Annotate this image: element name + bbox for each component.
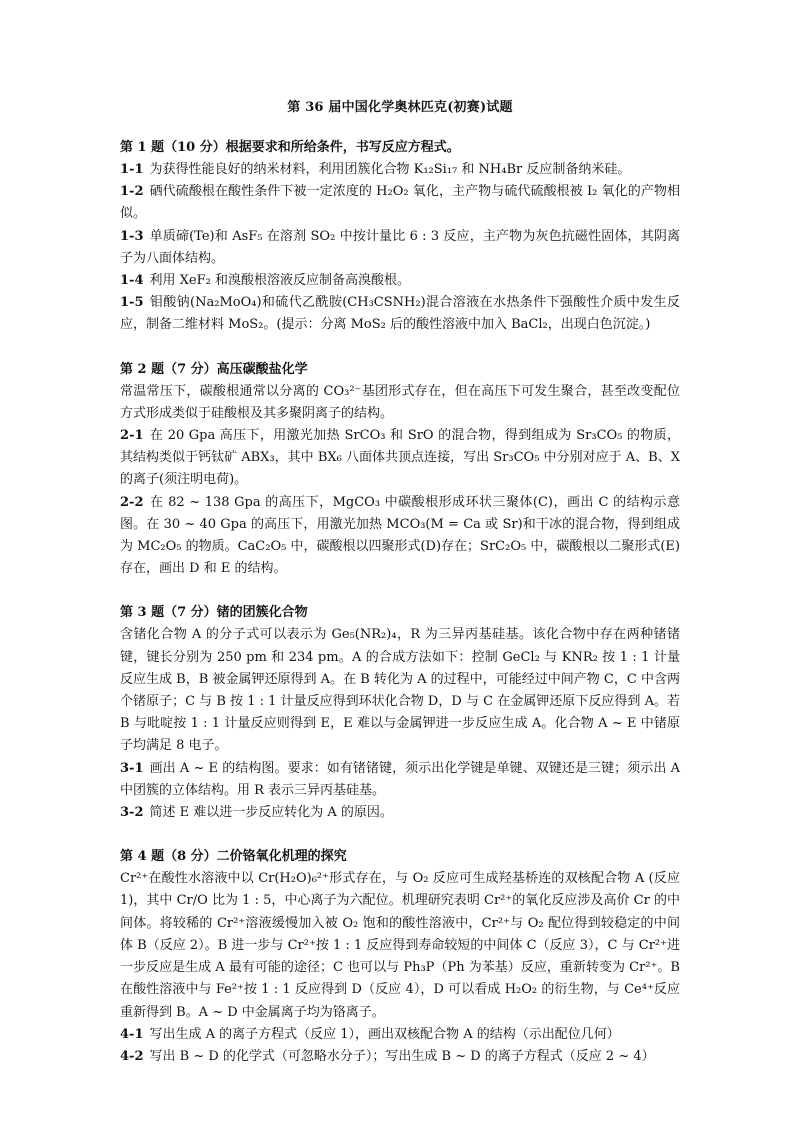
question-2 — [120, 359, 680, 581]
sub-question — [120, 292, 680, 336]
sub-question — [120, 159, 680, 181]
sub-question-number: 1-3 — [120, 228, 144, 244]
sub-question-number: 1-2 — [120, 184, 144, 200]
sub-question-text: 钼酸钠(Na₂MoO₄)和硫代乙酰胺(CH₃CSNH₂)混合溶液在水热条件下强酸性介质中发生反应，制备二维材料 MoS₂。(提示：分离 MoS₂ 后的酸性溶液中加入 BaCl₂，出现白色沉淀。) — [120, 295, 680, 333]
question-3 — [120, 602, 680, 824]
sub-question-number: 1-1 — [120, 162, 144, 177]
intro-text: Cr²⁺在酸性水溶液中以 Cr(H₂O)₆²⁺形式存在，与 O₂ 反应可生成羟基桥连的双核配合物 A (反应 1)，其中 Cr/O 比为 1 : 5，中心离子为六配位。机理研究表明 Cr²⁺的氧化反应涉及高价 Cr 的中间体。将较稀的 Cr²⁺溶液缓慢加入被 O₂ 饱和的酸性溶液中，Cr²⁺与 O₂ 配位得到较稳定的中间体 B（反应 2）。B 进一步与 Cr²⁺按 1 : 1 反应得到寿命较短的中间体 C（反应 3），C 与 Cr²⁺进一步反应是生成 A 最有可能的途径；C 也可以与 Ph₃P（Ph 为苯基）反应，重新转变为 Cr²⁺。B 在酸性溶液中与 Fe²⁺按 1 : 1 反应得到 D（反应 4），D 可以看成 H₂O₂ 的衍生物，与 Ce⁴⁺反应重新得到 B。A ~ D 中金属离子均为铬离子。 — [120, 871, 680, 1020]
sub-question — [120, 758, 680, 802]
sub-question-text: 为获得性能良好的纳米材料，利用团簇化合物 K₁₂Si₁₇ 和 NH₄Br 反应制备纳米硅。 — [149, 162, 631, 177]
sub-question-number: 2-2 — [120, 494, 144, 510]
question-intro — [120, 868, 680, 1023]
sub-question-text: 在 20 Gpa 高压下，用激光加热 SrCO₃ 和 SrO 的混合物，得到组成为 Sr₃CO₅ 的物质，其结构类似于钙钛矿 ABX₃，其中 BX₆ 八面体共顶点连接，写出 Sr₃CO₅ 中分别对应于 A、B、X 的离子(须注明电荷)。 — [120, 428, 680, 488]
intro-text: 含锗化合物 A 的分子式可以表示为 Ge₅(NR₂)₄，R 为三异丙基硅基。该化合物中存在两种锗锗键，键长分别为 250 pm 和 234 pm。A 的合成方法如下：控制 GeCl₂ 与 KNR₂ 按 1 : 1 计量反应生成 B，B 被金属钾还原得到 A。在 B 转化为 A 的过程中，可能经过中间产物 C，C 中含两个锗原子；C 与 B 按 1 : 1 计量反应得到环状化合物 D，D 与 C 在金属钾还原下反应得到 A。若 B 与吡啶按 1 : 1 计量反应则得到 E，E 难以与金属钾进一步反应生成 A。化合物 A ~ E 中锗原子均满足 8 电子。 — [120, 627, 680, 754]
sub-question-text: 在 82 ~ 138 Gpa 的高压下，MgCO₃ 中碳酸根形成环状三聚体(C)，画出 C 的结构示意图。在 30 ~ 40 Gpa 的高压下，用激光加热 MCO₃(M = Ca 或 Sr)和干冰的混合物，得到组成为 MC₂O₅ 的物质。CaC₂O₅ 中，碳酸根以四聚形式(D)存在；SrC₂O₅ 中，碳酸根以二聚形式(E)存在，画出 D 和 E 的结构。 — [120, 494, 680, 577]
sub-question — [120, 492, 680, 581]
question-heading: 第 3 题（7 分）锗的团簇化合物 — [120, 605, 308, 621]
document-title: 第 36 届中国化学奥林匹克(初赛)试题 — [287, 100, 513, 115]
sub-question — [120, 425, 680, 492]
exam-page — [120, 96, 680, 1090]
sub-question-number: 3-1 — [120, 760, 144, 776]
sub-question-text: 写出 B ~ D 的化学式（可忽略水分子）；写出生成 B ~ D 的离子方程式（反应 2 ~ 4） — [149, 1048, 655, 1064]
question-heading: 第 2 题（7 分）高压碳酸盐化学 — [120, 361, 308, 377]
question-1 — [120, 137, 680, 337]
sub-question — [120, 270, 680, 292]
sub-question-number: 3-2 — [120, 805, 144, 821]
sub-question — [120, 226, 680, 270]
sub-question-text: 利用 XeF₂ 和溴酸根溶液反应制备高溴酸根。 — [149, 273, 410, 289]
question-4 — [120, 846, 680, 1068]
question-intro — [120, 381, 680, 425]
sub-question-number: 4-1 — [120, 1026, 144, 1042]
sub-question-text: 简述 E 难以进一步反应转化为 A 的原因。 — [149, 805, 393, 821]
sub-question-number: 1-4 — [120, 273, 144, 289]
sub-question-text: 单质碲(Te)和 AsF₅ 在溶剂 SO₂ 中按计量比 6 : 3 反应，主产物为灰色抗磁性固体，其阴离子为八面体结构。 — [120, 228, 680, 266]
sub-question-number: 2-1 — [120, 428, 144, 444]
sub-question — [120, 802, 680, 824]
intro-text: 常温常压下，碳酸根通常以分离的 CO₃²⁻基团形式存在，但在高压下可发生聚合，甚至改变配位方式形成类似于硅酸根及其多聚阴离子的结构。 — [120, 383, 680, 421]
sub-question-text: 画出 A ~ E 的结构图。要求：如有锗锗键，须示出化学键是单键、双键还是三键；须示出 A 中团簇的立体结构。用 R 表示三异丙基硅基。 — [120, 760, 680, 798]
sub-question-text: 硒代硫酸根在酸性条件下被一定浓度的 H₂O₂ 氧化，主产物与硫代硫酸根被 I₂ 氧化的产物相似。 — [120, 184, 680, 222]
sub-question — [120, 1024, 680, 1046]
sub-question-number: 4-2 — [120, 1048, 144, 1064]
question-heading: 第 4 题（8 分）二价铬氧化机理的探究 — [120, 849, 347, 865]
sub-question-number: 1-5 — [120, 295, 144, 311]
question-heading: 第 1 题（10 分）根据要求和所给条件，书写反应方程式。 — [120, 140, 460, 155]
sub-question-text: 写出生成 A 的离子方程式（反应 1），画出双核配合物 A 的结构（示出配位几何） — [149, 1026, 620, 1042]
sub-question — [120, 181, 680, 225]
sub-question — [120, 1046, 680, 1068]
question-intro — [120, 624, 680, 757]
